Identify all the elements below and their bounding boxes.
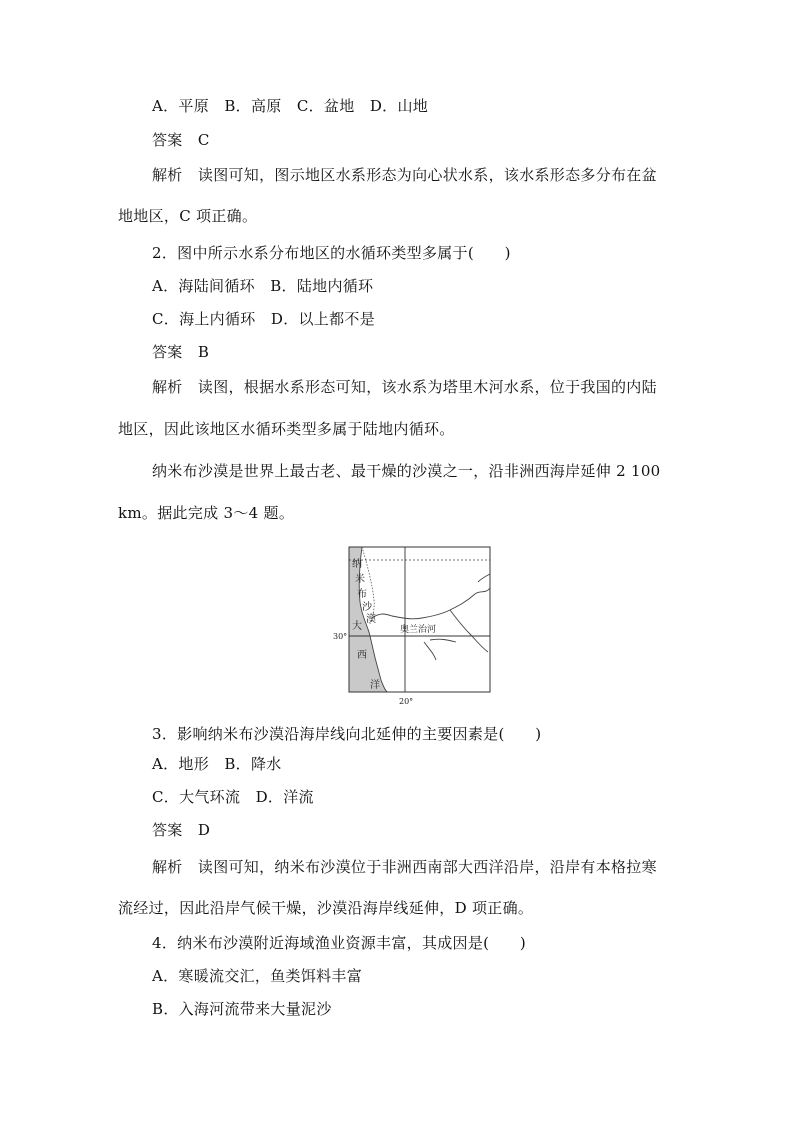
q1-options: A．平原 B．高原 C．盆地 D．山地 [152, 97, 429, 115]
q4-option-a: A．寒暖流交汇，鱼类饵料丰富 [152, 967, 363, 985]
q3-answer: 答案 D [152, 821, 211, 839]
q2-options-line1: A．海陆间循环 B．陆地内循环 [152, 277, 374, 295]
q4-stem: 4．纳米布沙漠附近海域渔业资源丰富，其成因是( ) [152, 934, 527, 952]
q4-option-b: B．入海河流带来大量泥沙 [152, 1000, 332, 1018]
desert-label-char: 布 [357, 589, 367, 600]
desert-label-char: 纳 [352, 559, 362, 570]
ocean-label-char: 大 [352, 621, 362, 632]
tributary [478, 574, 490, 582]
q2-options-line2: C．海上内循环 D．以上都不是 [152, 310, 376, 328]
q3-analysis-line1: 解析 读图可知，纳米布沙漠位于非洲西南部大西洋沿岸，沿岸有本格拉寒 [152, 858, 657, 876]
q2-stem: 2．图中所示水系分布地区的水循环类型多属于( ) [152, 244, 511, 262]
passage-line2: km。据此完成 3～4 题。 [118, 504, 295, 522]
ocean-label-char: 西 [357, 650, 367, 661]
longitude-label: 20° [399, 697, 414, 706]
q3-options-line1: A．地形 B．降水 [152, 755, 282, 773]
q3-options-line2: C．大气环流 D．洋流 [152, 788, 314, 806]
q2-analysis-line2: 地区，因此该地区水循环类型多属于陆地内循环。 [118, 420, 455, 438]
desert-label-char: 米 [355, 574, 365, 585]
desert-label-char: 沙 [362, 602, 372, 613]
q1-answer: 答案 C [152, 131, 210, 149]
q1-analysis-line1: 解析 读图可知，图示地区水系形态为向心状水系，该水系形态多分布在盆 [152, 166, 657, 184]
tributary [430, 639, 456, 642]
q1-analysis-line2: 地地区，C 项正确。 [118, 207, 258, 225]
q2-analysis-line1: 解析 读图，根据水系形态可知，该水系为塔里木河水系，位于我国的内陆 [152, 378, 657, 396]
river-label: 奥兰治河 [400, 625, 437, 635]
q2-answer: 答案 B [152, 343, 210, 361]
desert-label-char: 漠 [366, 614, 376, 625]
tributary [424, 642, 436, 660]
tributary [450, 610, 488, 652]
q3-analysis-line2: 流经过，因此沿岸气候干燥，沙漠沿海岸线延伸，D 项正确。 [118, 899, 534, 917]
latitude-label: 30° [333, 632, 348, 641]
q3-stem: 3．影响纳米布沙漠沿海岸线向北延伸的主要因素是( ) [152, 725, 542, 743]
ocean-label-char: 洋 [370, 680, 380, 691]
namib-desert-map [330, 542, 495, 707]
orange-river [372, 588, 490, 619]
passage-line1: 纳米布沙漠是世界上最古老、最干燥的沙漠之一，沿非洲西海岸延伸 2 100 [152, 462, 661, 480]
